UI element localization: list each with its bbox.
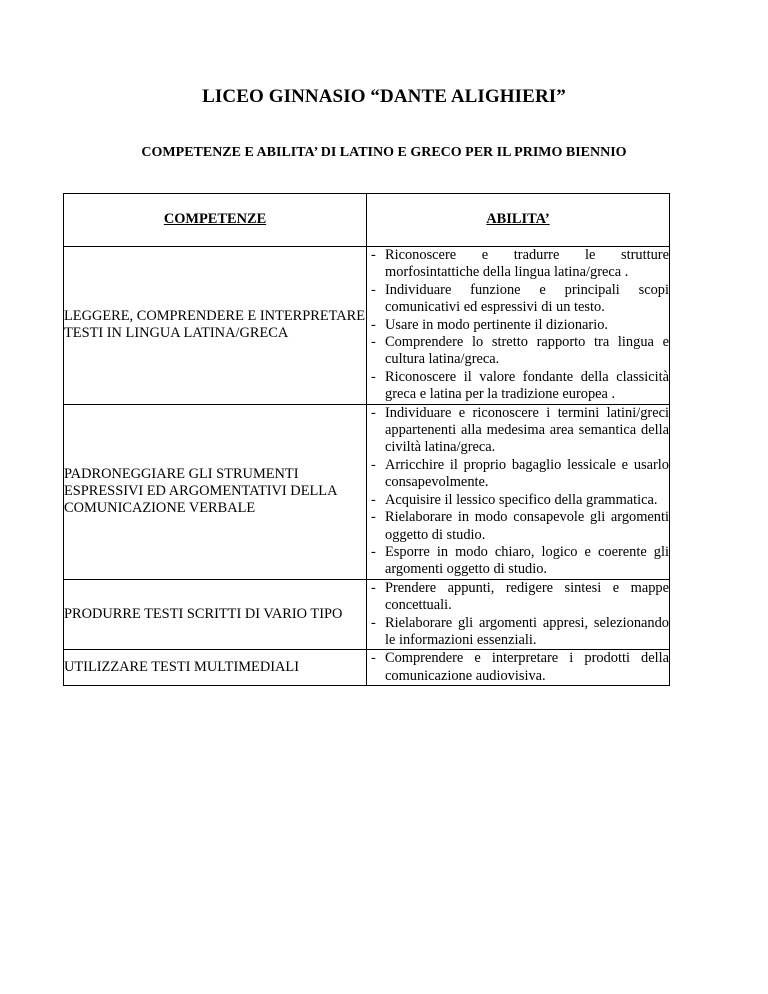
- table-row: [64, 247, 670, 405]
- abilita-list: [367, 650, 669, 685]
- competenza-cell: UTILIZZARE TESTI MULTIMEDIALI: [64, 650, 367, 686]
- abilita-list: [367, 247, 669, 404]
- abilita-cell: [367, 650, 670, 686]
- abilita-list: [367, 580, 669, 650]
- abilita-cell: [367, 404, 670, 579]
- competences-table: [63, 193, 670, 686]
- abilita-item: - Comprendere lo stretto rapporto tra lingua e cultura latina/greca.: [367, 334, 669, 369]
- abilita-item: - Comprendere e interpretare i prodotti della comunicazione audiovisiva.: [367, 650, 669, 685]
- abilita-item: - Rielaborare gli argomenti appresi, selezionando le informazioni essenziali.: [367, 615, 669, 650]
- competenza-cell: LEGGERE, COMPRENDERE E INTERPRETARE TESTI IN LINGUA LATINA/GRECA: [64, 247, 367, 405]
- abilita-item: - Individuare e riconoscere i termini latini/greci appartenenti alla medesima area semantica della civiltà latina/greca.: [367, 405, 669, 457]
- abilita-list: [367, 405, 669, 579]
- table-row: [64, 650, 670, 686]
- abilita-item: - Individuare funzione e principali scopi comunicativi ed espressivi di un testo.: [367, 282, 669, 317]
- table-row: [64, 404, 670, 579]
- abilita-item: - Riconoscere il valore fondante della classicità greca e latina per la tradizione europea .: [367, 369, 669, 404]
- abilita-item: - Rielaborare in modo consapevole gli argomenti oggetto di studio.: [367, 509, 669, 544]
- abilita-cell: [367, 579, 670, 650]
- abilita-cell: [367, 247, 670, 405]
- competenza-cell: PRODURRE TESTI SCRITTI DI VARIO TIPO: [64, 579, 367, 650]
- abilita-item: - Acquisire il lessico specifico della grammatica.: [367, 492, 669, 509]
- abilita-item: - Arricchire il proprio bagaglio lessicale e usarlo consapevolmente.: [367, 457, 669, 492]
- header-competenze: COMPETENZE: [64, 194, 367, 247]
- abilita-item: - Riconoscere e tradurre le strutture morfosintattiche della lingua latina/greca .: [367, 247, 669, 282]
- abilita-item: - Esporre in modo chiaro, logico e coerente gli argomenti oggetto di studio.: [367, 544, 669, 579]
- document-subtitle: COMPETENZE E ABILITA’ DI LATINO E GRECO PER IL PRIMO BIENNIO: [141, 145, 627, 160]
- table-row: [64, 579, 670, 650]
- header-abilita: ABILITA’: [367, 194, 670, 247]
- abilita-item: - Prendere appunti, redigere sintesi e mappe concettuali.: [367, 580, 669, 615]
- abilita-item: - Usare in modo pertinente il dizionario.: [367, 317, 669, 334]
- document-title: LICEO GINNASIO “DANTE ALIGHIERI”: [202, 86, 566, 107]
- competenza-cell: PADRONEGGIARE GLI STRUMENTI ESPRESSIVI ED ARGOMENTATIVI DELLA COMUNICAZIONE VERBALE: [64, 404, 367, 579]
- table-header-row: [64, 194, 670, 247]
